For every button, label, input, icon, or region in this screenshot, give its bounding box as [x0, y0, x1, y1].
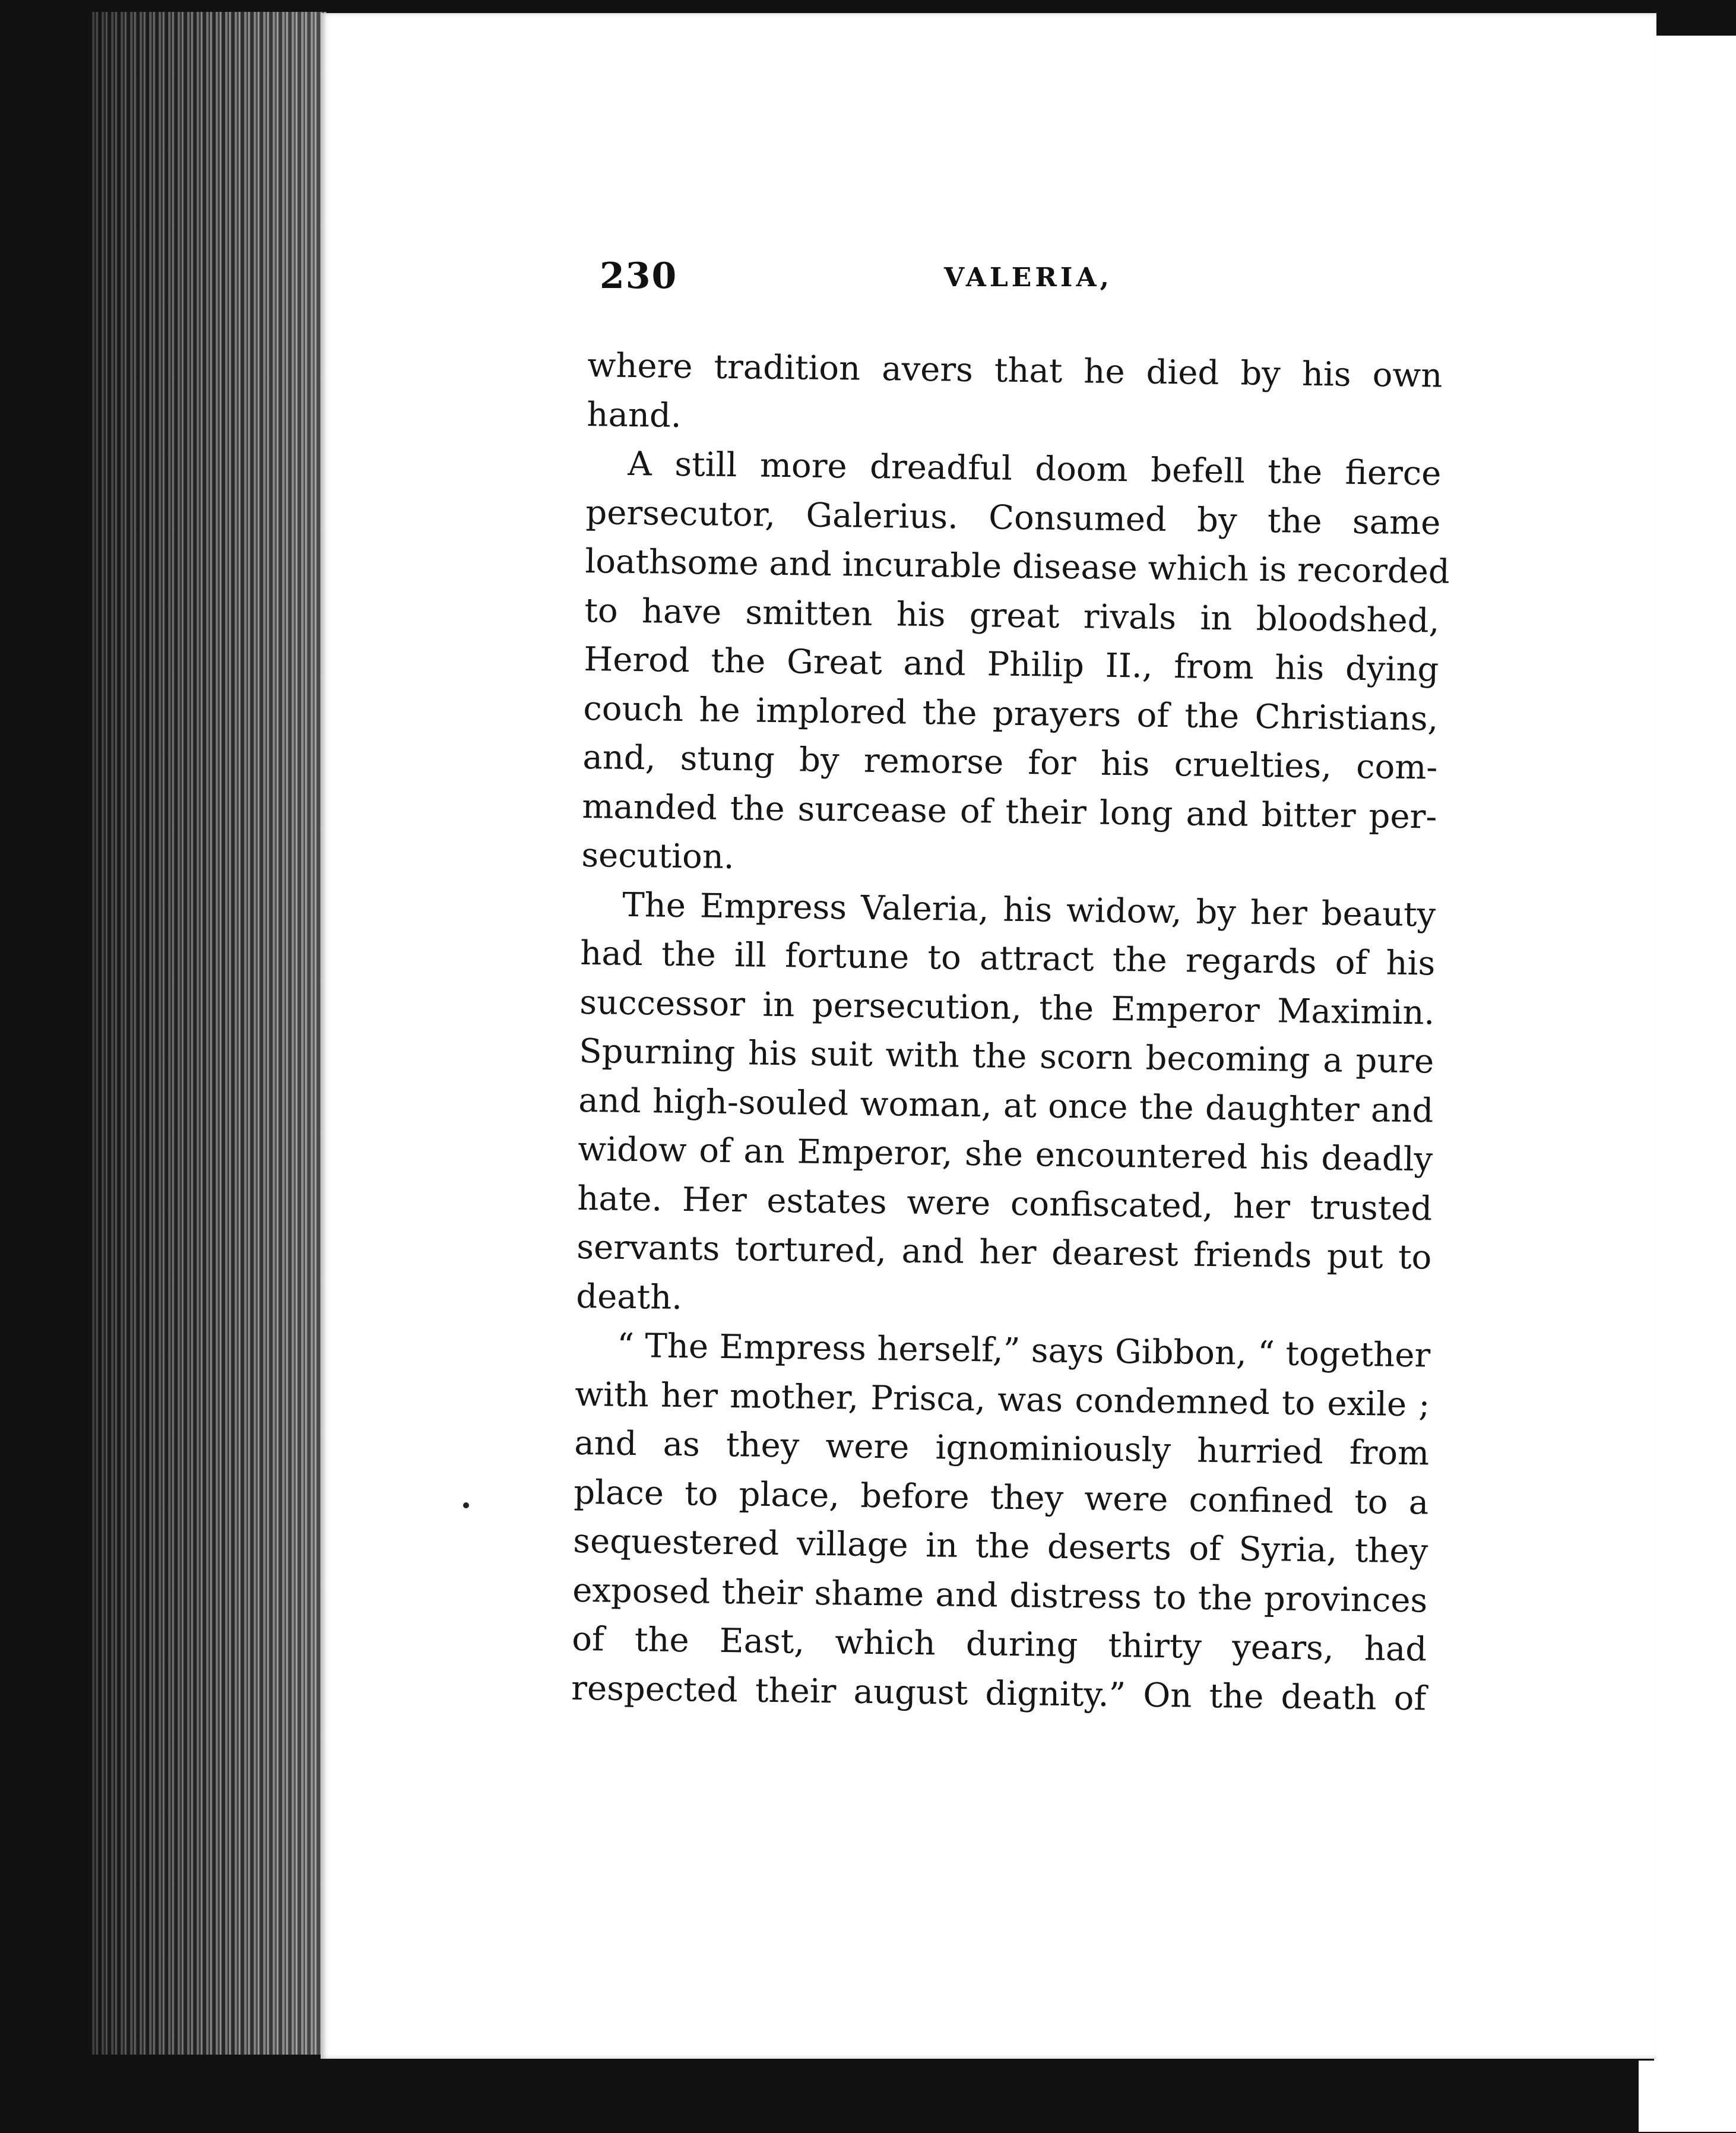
text-line: A still more dreadful doom befell the fierce: [628, 444, 1442, 493]
page-number: 230: [600, 255, 678, 297]
text-line: death.: [575, 1277, 683, 1317]
text-line: The Empress Valeria, his widow, by her beauty: [622, 885, 1436, 935]
text-line: to have smitten his great rivals in bloodshed,: [584, 591, 1440, 641]
text-line: servants tortured, and her dearest friends put to: [576, 1227, 1432, 1277]
text-line: and high-souled woman, at once the daughter and: [578, 1081, 1434, 1130]
text-line: secution.: [581, 836, 735, 877]
text-line: and, stung by remorse for his cruelties, com-: [582, 738, 1438, 787]
page-edges-shading: [89, 12, 327, 2055]
text-line: and as they were ignominiously hurried from: [574, 1423, 1430, 1473]
text-line: sequestered village in the deserts of Syria, they: [572, 1521, 1428, 1571]
text-line: couch he implored the prayers of the Christians,: [583, 689, 1439, 739]
text-line: “ The Empress herself,” says Gibbon, “ together: [616, 1326, 1431, 1375]
scan-speck: [463, 1502, 469, 1508]
text-line: hand.: [587, 395, 682, 435]
page-header: [600, 255, 1443, 309]
text-line: of the East, which during thirty years, had: [571, 1619, 1427, 1669]
text-line: with her mother, Prisca, was condemned to exile ;: [574, 1375, 1430, 1424]
text-line: respected their august dignity.” On the death of: [571, 1669, 1427, 1718]
text-line: widow of an Emperor, she encountered his deadly: [577, 1129, 1433, 1179]
text-line: persecutor, Galerius. Consumed by the same: [585, 493, 1441, 543]
running-head: VALERIA,: [944, 262, 1113, 293]
text-line: place to place, before they were confined to a: [573, 1473, 1429, 1522]
text-line: loathsome and incurable disease which is recorded: [585, 542, 1450, 591]
text-line: Herod the Great and Philip II., from his dying: [584, 640, 1439, 689]
body-text: [571, 341, 1450, 1765]
text-line: manded the surcease of their long and bitter per-: [582, 787, 1437, 837]
text-line: Spurning his suit with the scorn becoming a pure: [578, 1031, 1434, 1081]
text-line: hate. Her estates were confiscated, her trusted: [576, 1179, 1433, 1228]
text-line: where tradition avers that he died by his own: [587, 346, 1443, 395]
text-line: had the ill fortune to attract the regards of his: [580, 933, 1436, 983]
text-line: exposed their shame and distress to the provinces: [572, 1571, 1428, 1620]
text-line: successor in persecution, the Emperor Maximin.: [579, 983, 1435, 1033]
